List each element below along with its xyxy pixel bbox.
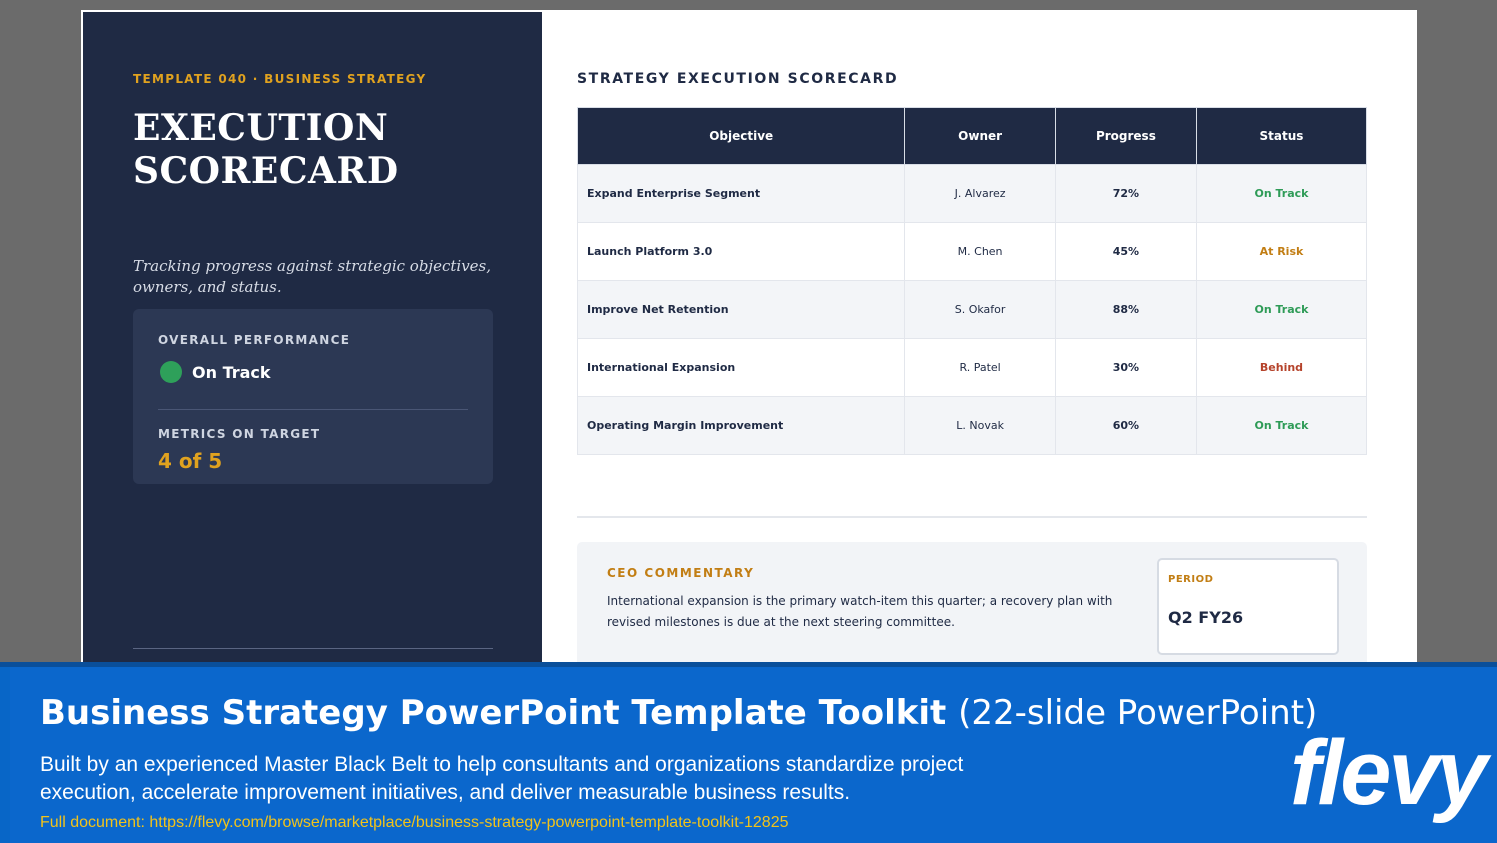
owner-cell: M. Chen [905, 223, 1055, 281]
objective-cell: Expand Enterprise Segment [578, 165, 905, 223]
progress-cell: 88% [1055, 281, 1196, 339]
section-divider [577, 516, 1367, 518]
ceo-commentary-label: CEO COMMENTARY [607, 566, 755, 580]
slide-title: EXECUTION SCORECARD [133, 107, 399, 192]
banner-title-main: Business Strategy PowerPoint Template Toolkit [40, 693, 947, 733]
document-link[interactable]: Full document: https://flevy.com/browse/marketplace/business-strategy-powerpoint-template-toolkit-12825 [40, 814, 789, 831]
objective-cell: Improve Net Retention [578, 281, 905, 339]
status-cell: On Track [1196, 165, 1366, 223]
period-card [1157, 558, 1339, 655]
status-cell: Behind [1196, 339, 1366, 397]
overall-status-text: On Track [192, 362, 271, 382]
table-row [578, 223, 1367, 281]
table-heading: STRATEGY EXECUTION SCORECARD [577, 71, 899, 87]
banner-description: Built by an experienced Master Black Belt to help consultants and organizations standardize project execution, accelerate improvement initiatives, and deliver measurable business results. [40, 753, 964, 804]
overall-performance-card [133, 309, 493, 484]
progress-cell: 30% [1055, 339, 1196, 397]
ceo-commentary-text: International expansion is the primary watch-item this quarter; a recovery plan with revised milestones is due at the next steering committee. [607, 594, 1113, 629]
flevy-logo: flevy [1290, 722, 1485, 824]
overall-status [160, 361, 271, 383]
status-cell: At Risk [1196, 223, 1366, 281]
objective-cell: Operating Margin Improvement [578, 397, 905, 455]
slide-subtitle: Tracking progress against strategic objectives, owners, and status. [133, 257, 492, 296]
banner-title-suffix: (22-slide PowerPoint) [958, 693, 1318, 733]
scorecard-table [577, 107, 1367, 455]
header-status: Status [1196, 108, 1366, 165]
owner-cell: R. Patel [905, 339, 1055, 397]
table-row [578, 339, 1367, 397]
objective-cell: Launch Platform 3.0 [578, 223, 905, 281]
left-panel [81, 10, 542, 662]
table-row [578, 281, 1367, 339]
owner-cell: S. Okafor [905, 281, 1055, 339]
status-dot-icon [160, 361, 182, 383]
banner-body [10, 667, 1497, 843]
slide [81, 10, 1417, 662]
header-progress: Progress [1055, 108, 1196, 165]
objective-cell: International Expansion [578, 339, 905, 397]
ceo-commentary-card [577, 542, 1367, 662]
card-divider [158, 409, 468, 410]
header-owner: Owner [905, 108, 1055, 165]
metrics-on-target-label: METRICS ON TARGET [158, 427, 321, 441]
overall-performance-label: OVERALL PERFORMANCE [158, 333, 351, 347]
template-eyebrow: TEMPLATE 040 · BUSINESS STRATEGY [133, 72, 427, 86]
banner-title [40, 693, 1317, 733]
period-value: Q2 FY26 [1168, 608, 1244, 627]
progress-cell: 72% [1055, 165, 1196, 223]
progress-cell: 45% [1055, 223, 1196, 281]
owner-cell: L. Novak [905, 397, 1055, 455]
left-divider [133, 648, 493, 649]
period-label: PERIOD [1168, 574, 1214, 585]
table-row [578, 165, 1367, 223]
promo-banner [0, 662, 1497, 843]
header-objective: Objective [578, 108, 905, 165]
progress-cell: 60% [1055, 397, 1196, 455]
table-row [578, 397, 1367, 455]
owner-cell: J. Alvarez [905, 165, 1055, 223]
status-cell: On Track [1196, 281, 1366, 339]
metrics-on-target-value: 4 of 5 [158, 449, 223, 473]
status-cell: On Track [1196, 397, 1366, 455]
